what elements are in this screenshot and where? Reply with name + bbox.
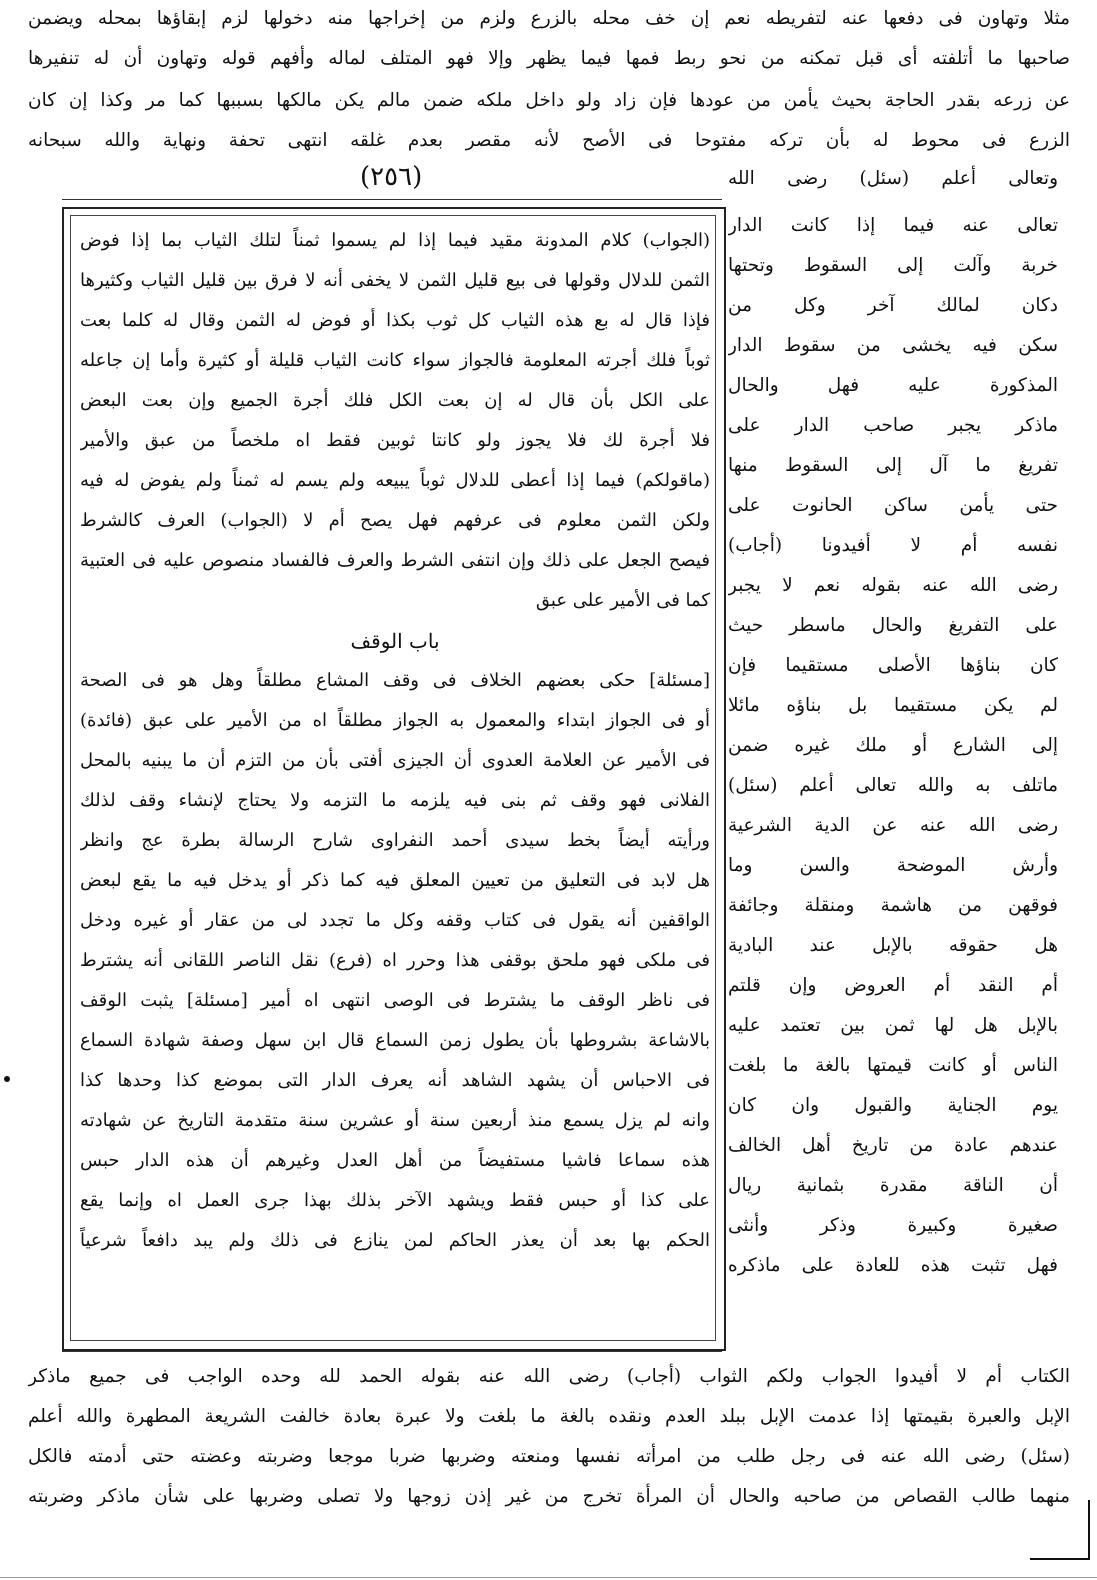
inner-line-23: وانه لم يزل يسمع منذ أربعين سنة أو عشرين سنة متقدمة التاريخ عن شهادته [80, 1110, 710, 1131]
corner-mark-horizontal [1030, 1558, 1090, 1560]
bottom-line-4: منهما طالب القصاص من صاحبه والحال أن المرأة تخرج من غير إذن زوجها ولا تصلى وضربها على شأن ماذكر وضربته [28, 1486, 1070, 1507]
bottom-line-1: الكتاب أم لا أفيدوا الجواب ولكم الثواب (أجاب) رضى الله عنه بقوله الحمد لله وحده الواجب فى جميع ماذكر [28, 1366, 1070, 1387]
side-line-18: وأرش الموضحة والسن وما [728, 855, 1058, 876]
top-line-1: مثلا وتهاون فى دفعها عنه لتفريطه نعم إن خف محله بالزرع ولزم من إخراجها منه دخولها لزم إبقاؤها بمحله ويضمن [28, 8, 1070, 29]
inner-line-3: فإذا قال له بع هذه الثياب كل ثوب بكذا أو فوض له الثمن وقال له كلما بعت [80, 310, 710, 331]
inner-line-6: فلا أجرة لك فلا يجوز ولو كانتا ثوبين فقط اه ملخصاً من عبق والأمير [80, 430, 710, 451]
side-line-23: الناس أو كانت قيمتها بالغة ما بلغت [728, 1055, 1058, 1076]
inner-line-25: على كذا أو حبس فقط ويشهد الآخر بذلك بهذا جرى العمل اه وإنما يقع [80, 1190, 710, 1211]
side-line-8: تفريغ ما آل إلى السقوط منها [728, 455, 1058, 476]
page-number: (٢٥٦) [360, 162, 423, 192]
side-line-26: أن الناقة مقدرة بثمانية ريال [728, 1175, 1058, 1196]
side-line-21: أم النقد أم العروض وإن قلتم [728, 975, 1058, 996]
inner-line-1: (الجواب) كلام المدونة مقيد فيما إذا لم يسموا ثمناً لتلك الثياب بما إذا فوض [80, 230, 710, 251]
top-line-3: عن زرعه بقدر الحاجة بحيث يأمن من عودها فإن زاد ولو داخل ملكه ضمن مالم يكن مالكها بسببها كما مر وكذا إن كان [28, 90, 1070, 111]
inner-line-17: هل لابد فى التعليق من تعيين المعلق فيه كما ذكر أو يدخل فيه ما يقع لبعض [80, 870, 710, 891]
inner-line-18: الواقفين أنه يقول فى كتاب وقفه وكل ما تجدد لى من عقار أو غيره ودخل [80, 910, 710, 931]
side-line-7: ماذكر يجبر صاحب الدار على [728, 415, 1058, 436]
side-line-12: على التفريغ والحال ماسطر حيث [728, 615, 1058, 636]
frame-rule-bottom [62, 1351, 722, 1352]
inner-line-4: ثوباً فلك أجرته المعلومة فالجواز سواء كانت الثياب قليلة أو كثيرة وأما إن جاعله [80, 350, 710, 371]
inner-line-2: الثمن للدلال وقولها فى بيع قليل الثمن لا يخفى أنه لا فرق بين قليل الثياب وكثيرها [80, 270, 710, 291]
side-line-11: رضى الله عنه بقوله نعم لا يجبر [728, 575, 1058, 596]
inner-line-15: الفلانى فهو وقف ثم بنى فيه يلزمه ما التزمه ولا يحتاج لإنشاء وقف لذلك [80, 790, 710, 811]
side-line-14: لم يكن مستقيما بل بناؤه مائلا [728, 695, 1058, 716]
side-line-3: خربة وآلت إلى السقوط وتحتها [728, 255, 1058, 276]
side-line-27: صغيرة وكبيرة وذكر وأنثى [728, 1215, 1058, 1236]
side-line-24: يوم الجناية والقبول وان كان [728, 1095, 1058, 1116]
scan-edge [0, 1577, 1097, 1578]
side-line-20: هل حقوقه بالإبل عند البادية [728, 935, 1058, 956]
inner-line-22: فى الاحباس أن يشهد الشاهد أنه يعرف الدار التى بموضع كذا وحدها كذا [80, 1070, 710, 1091]
side-line-13: كان بناؤها الأصلى مستقيما فإن [728, 655, 1058, 676]
margin-mark [4, 1076, 10, 1082]
inner-line-13: أو فى الجواز ابتداء والمعمول به الجواز مطلقاً اه من الأمير على عبق (فائدة) [80, 710, 710, 731]
inner-line-21: بالاشاعة بشروطها بأن يطول زمن السماع قال ابن سهل وصفة شهادة السماع [80, 1030, 710, 1051]
inner-line-9: فيصح الجعل على ذلك وإن انتفى الشرط والعرف فالفساد منصوص عليه فى العتبية [80, 550, 710, 571]
inner-line-19: فى ملكى فهو ملحق بوقفى هذا وحرر اه (فرع) نقل الناصر اللقانى أنه يشترط [80, 950, 710, 971]
side-line-16: ماتلف به والله تعالى أعلم (سئل) [728, 775, 1058, 796]
inner-line-26: الحكم بها بعد أن يعذر الحاكم لمن ينازع فى ذلك ولم يبد دافعاً شرعياً [80, 1230, 710, 1251]
inner-line-10: كما فى الأمير على عبق [535, 590, 710, 611]
side-line-17: رضى الله عنه عن الدية الشرعية [728, 815, 1058, 836]
inner-line-14: فى الأمير عن العلامة العدوى أن الجيزى أفتى بأن من التزم أن ما يبنيه بالمحل [80, 750, 710, 771]
top-line-2: صاحبها ما أتلفته أى قبل تمكنه من نحو ربط فمها فيما يظهر وإلا فهو المتلف لماله وأفهم قوله وتهاون أن له تنفيرها [28, 48, 1070, 69]
section-title: باب الوقف [350, 629, 440, 653]
bottom-line-2: الإبل والعبرة بقيمتها إذا عدمت الإبل ببلد العدم ونقده بالغة ما بلغت ولا عبرة بعادة خالفت الشريعة المطهرة والله أعلم [28, 1406, 1070, 1427]
side-line-19: فوقهن من هاشمة ومنقلة وجائفة [728, 895, 1058, 916]
side-line-22: بالإبل هل لها ثمن بين تعتمد عليه [728, 1015, 1058, 1036]
side-line-1: وتعالى أعلم (سئل) رضى الله [728, 168, 1058, 189]
inner-line-7: (ماقولكم) فيما إذا أعطى للدلال ثوباً يبيعه ولم يسم له ثمناً ولم يفوض له فيه [80, 470, 710, 491]
side-line-2: تعالى عنه فيما إذا كانت الدار [728, 215, 1058, 236]
side-line-9: حتى يأمن ساكن الحانوت على [728, 495, 1058, 516]
side-line-6: المذكورة عليه فهل والحال [728, 375, 1058, 396]
top-line-4: الزرع فى محوط له بأن تركه مفتوحا فى الأصح لأنه مقصر بعدم غلقه انتهى تحفة ونهاية والله سبحانه [28, 130, 1070, 151]
inner-line-8: ولكن الثمن معلوم فى عرفهم فهل يصح أم لا (الجواب) العرف كالشرط [80, 510, 710, 531]
side-line-25: عندهم عادة من تاريخ أهل الخالف [728, 1135, 1058, 1156]
inner-line-24: هذه سماعا فاشيا مستفيضاً من أهل العدل وغيرهم أن هذه الدار حبس [80, 1150, 710, 1171]
inner-line-16: ورأيته أيضاً بخط سيدى أحمد النفراوى شارح الرسالة بطرة عج وانظر [80, 830, 710, 851]
side-line-15: إلى الشارع أو ملك غيره ضمن [728, 735, 1058, 756]
side-line-5: سكن فيه يخشى من سقوط الدار [728, 335, 1058, 356]
inner-line-20: فى ناظر الوقف ما يشترط فى الوصى انتهى اه أمير [مسئلة] يثبت الوقف [80, 990, 710, 1011]
side-line-10: نفسه أم لا أفيدونا (أجاب) [728, 535, 1058, 556]
inner-line-5: على الكل بأن قال له إن بعت الكل فلك أجرة الجميع وإن بعت البعض [80, 390, 710, 411]
corner-mark-vertical [1088, 1500, 1090, 1560]
side-line-28: فهل تثبت هذه للعادة على ماذكره [728, 1255, 1058, 1276]
side-line-4: دكان لمالك آخر وكل من [728, 295, 1058, 316]
inner-line-12: [مسئلة] حكى بعضهم الخلاف فى وقف المشاع مطلقاً وهل هو فى الصحة [80, 670, 710, 691]
bottom-line-3: (سئل) رضى الله عنه فى رجل طلب من امرأته نفسها ومنعته وضربها ضربا موجعا وضربته وعضته حتى أدمته فالكل [28, 1446, 1070, 1467]
